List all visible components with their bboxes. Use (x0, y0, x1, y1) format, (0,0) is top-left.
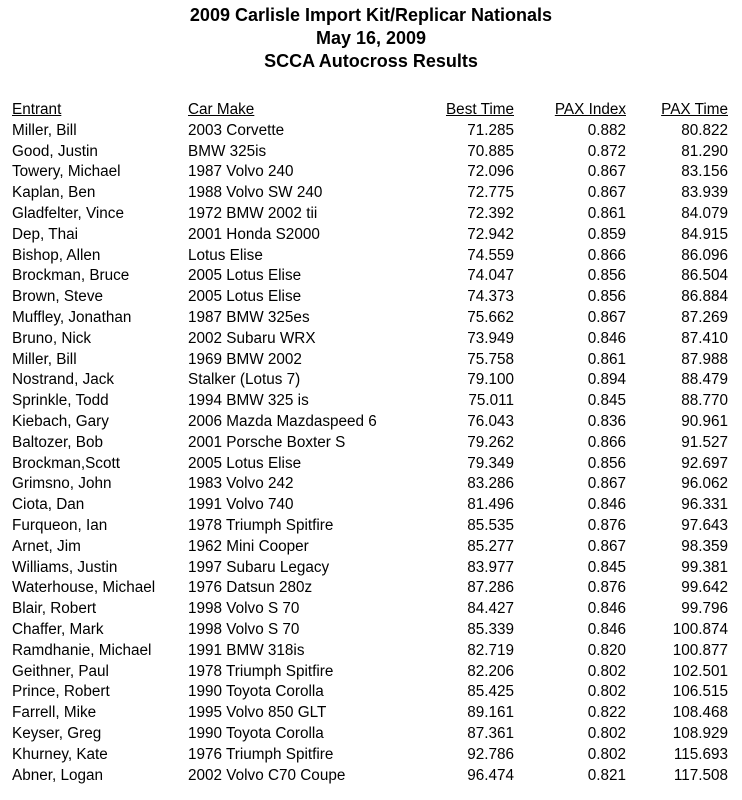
pax-time-cell: 115.693 (673, 745, 728, 763)
car-make-cell: 1976 Datsun 280z (188, 579, 313, 597)
pax-index-cell: 0.836 (587, 412, 626, 430)
pax-time-cell: 83.939 (681, 184, 728, 202)
car-make-cell: Stalker (Lotus 7) (188, 371, 301, 389)
pax-time-cell: 88.479 (681, 371, 728, 389)
pax-time-cell: 86.504 (681, 267, 728, 285)
table-row (0, 287, 742, 308)
entrant-cell: Arnet, Jim (12, 537, 81, 555)
results-title-block (0, 4, 742, 73)
best-time-cell: 87.361 (467, 724, 514, 742)
pax-time-cell: 108.929 (672, 724, 728, 742)
table-row (0, 745, 742, 766)
pax-index-cell: 0.845 (587, 558, 626, 576)
entrant-cell: Williams, Justin (12, 558, 118, 576)
best-time-cell: 82.206 (467, 662, 514, 680)
pax-index-cell: 0.876 (587, 516, 626, 534)
pax-index-cell: 0.867 (587, 537, 626, 555)
best-time-cell: 72.775 (467, 184, 514, 202)
table-row (0, 121, 742, 142)
entrant-cell: Miller, Bill (12, 121, 77, 139)
table-row (0, 433, 742, 454)
entrant-cell: Brown, Steve (12, 288, 103, 306)
table-row (0, 412, 742, 433)
car-make-cell: 1998 Volvo S 70 (188, 620, 300, 638)
pax-index-cell: 0.861 (587, 350, 626, 368)
entrant-cell: Nostrand, Jack (12, 371, 115, 389)
pax-time-cell: 100.874 (672, 620, 728, 638)
car-make-cell: 1990 Toyota Corolla (188, 683, 324, 701)
pax-time-cell: 96.062 (681, 475, 728, 493)
pax-index-cell: 0.867 (587, 308, 626, 326)
best-time-cell: 85.339 (467, 620, 514, 638)
table-row (0, 329, 742, 350)
pax-index-cell: 0.856 (587, 454, 626, 472)
best-time-cell: 83.977 (467, 558, 514, 576)
entrant-cell: Towery, Michael (12, 163, 121, 181)
best-time-cell: 84.427 (467, 600, 514, 618)
entrant-cell: Abner, Logan (12, 766, 104, 784)
car-make-cell: 2005 Lotus Elise (188, 288, 302, 306)
pax-time-cell: 100.877 (672, 641, 728, 659)
pax-index-cell: 0.802 (587, 745, 626, 763)
column-header-car-make: Car Make (188, 101, 255, 118)
pax-time-cell: 92.697 (681, 454, 728, 472)
pax-time-cell: 99.642 (681, 579, 728, 597)
car-make-cell: 2002 Subaru WRX (188, 329, 316, 347)
entrant-cell: Good, Justin (12, 142, 98, 160)
pax-time-cell: 99.381 (681, 558, 728, 576)
best-time-cell: 85.277 (467, 537, 514, 555)
entrant-cell: Furqueon, Ian (12, 516, 108, 534)
pax-time-cell: 102.501 (672, 662, 728, 680)
table-row (0, 558, 742, 579)
car-make-cell: 1972 BMW 2002 tii (188, 204, 318, 222)
pax-index-cell: 0.866 (587, 433, 626, 451)
table-row (0, 599, 742, 620)
table-row (0, 246, 742, 267)
car-make-cell: 2003 Corvette (188, 121, 285, 139)
entrant-cell: Farrell, Mike (12, 704, 97, 722)
best-time-cell: 72.392 (467, 204, 514, 222)
table-row (0, 266, 742, 287)
best-time-cell: 85.425 (467, 683, 514, 701)
pax-time-cell: 87.988 (681, 350, 728, 368)
best-time-cell: 73.949 (467, 329, 514, 347)
entrant-cell: Keyser, Greg (12, 724, 102, 742)
event-date: May 16, 2009 (315, 28, 427, 48)
table-row (0, 391, 742, 412)
table-header-row (0, 100, 742, 121)
best-time-cell: 76.043 (467, 412, 514, 430)
car-make-cell: 1987 Volvo 240 (188, 163, 294, 181)
pax-index-cell: 0.859 (587, 225, 626, 243)
best-time-cell: 72.096 (467, 163, 514, 181)
best-time-cell: 79.100 (467, 371, 514, 389)
car-make-cell: 1969 BMW 2002 (188, 350, 302, 368)
car-make-cell: 1991 Volvo 740 (188, 496, 294, 514)
entrant-cell: Dep, Thai (12, 225, 79, 243)
pax-index-cell: 0.846 (587, 496, 626, 514)
best-time-cell: 96.474 (467, 766, 514, 784)
car-make-cell: 1978 Triumph Spitfire (188, 662, 334, 680)
table-row (0, 682, 742, 703)
event-title: 2009 Carlisle Import Kit/Replicar Nationals (189, 5, 553, 25)
table-row (0, 703, 742, 724)
entrant-cell: Brockman,Scott (12, 454, 120, 472)
best-time-cell: 85.535 (467, 516, 514, 534)
pax-time-cell: 87.269 (681, 308, 728, 326)
car-make-cell: 1998 Volvo S 70 (188, 600, 300, 618)
pax-index-cell: 0.867 (587, 184, 626, 202)
table-row (0, 142, 742, 163)
car-make-cell: 1983 Volvo 242 (188, 475, 294, 493)
entrant-cell: Chaffer, Mark (12, 620, 104, 638)
table-row (0, 578, 742, 599)
pax-index-cell: 0.876 (587, 579, 626, 597)
entrant-cell: Muffley, Jonathan (12, 308, 132, 326)
table-row (0, 370, 742, 391)
car-make-cell: 2002 Volvo C70 Coupe (188, 766, 346, 784)
best-time-cell: 81.496 (467, 496, 514, 514)
pax-time-cell: 96.331 (681, 496, 728, 514)
pax-time-cell: 80.822 (681, 121, 728, 139)
entrant-cell: Grimsno, John (12, 475, 112, 493)
table-row (0, 516, 742, 537)
entrant-cell: Prince, Robert (12, 683, 110, 701)
car-make-cell: Lotus Elise (188, 246, 263, 264)
pax-index-cell: 0.861 (587, 204, 626, 222)
pax-time-cell: 84.079 (681, 204, 728, 222)
pax-time-cell: 108.468 (672, 704, 728, 722)
best-time-cell: 74.373 (467, 288, 514, 306)
pax-index-cell: 0.882 (587, 121, 626, 139)
entrant-cell: Bruno, Nick (12, 329, 92, 347)
table-row (0, 620, 742, 641)
pax-index-cell: 0.856 (587, 288, 626, 306)
car-make-cell: 2005 Lotus Elise (188, 454, 302, 472)
column-header-pax-index: PAX Index (554, 101, 626, 118)
best-time-cell: 89.161 (467, 704, 514, 722)
car-make-cell: 2001 Honda S2000 (188, 225, 320, 243)
pax-index-cell: 0.821 (587, 766, 626, 784)
results-body (0, 121, 742, 787)
pax-time-cell: 90.961 (681, 412, 728, 430)
table-row (0, 454, 742, 475)
pax-index-cell: 0.867 (587, 475, 626, 493)
car-make-cell: 2005 Lotus Elise (188, 267, 302, 285)
pax-index-cell: 0.866 (587, 246, 626, 264)
best-time-cell: 74.047 (467, 267, 514, 285)
pax-time-cell: 86.096 (681, 246, 728, 264)
table-row (0, 308, 742, 329)
entrant-cell: Brockman, Bruce (12, 267, 130, 285)
results-table (0, 100, 742, 786)
table-row (0, 766, 742, 787)
car-make-cell: BMW 325is (188, 142, 267, 160)
pax-index-cell: 0.846 (587, 600, 626, 618)
pax-index-cell: 0.820 (587, 641, 626, 659)
table-row (0, 537, 742, 558)
table-row (0, 183, 742, 204)
table-row (0, 162, 742, 183)
column-header-pax-time: PAX Time (661, 101, 728, 118)
table-row (0, 350, 742, 371)
best-time-cell: 75.662 (467, 308, 514, 326)
pax-time-cell: 83.156 (681, 163, 728, 181)
pax-time-cell: 117.508 (673, 766, 728, 784)
best-time-cell: 83.286 (467, 475, 514, 493)
best-time-cell: 70.885 (467, 142, 514, 160)
pax-index-cell: 0.894 (587, 371, 626, 389)
entrant-cell: Bishop, Allen (12, 246, 101, 264)
best-time-cell: 79.262 (467, 433, 514, 451)
pax-time-cell: 97.643 (681, 516, 728, 534)
best-time-cell: 74.559 (467, 246, 514, 264)
best-time-cell: 71.285 (467, 121, 514, 139)
car-make-cell: 1991 BMW 318is (188, 641, 305, 659)
car-make-cell: 2001 Porsche Boxter S (188, 433, 346, 451)
pax-time-cell: 87.410 (681, 329, 728, 347)
best-time-cell: 92.786 (467, 745, 514, 763)
pax-time-cell: 98.359 (681, 537, 728, 555)
best-time-cell: 75.011 (468, 392, 514, 410)
car-make-cell: 1997 Subaru Legacy (188, 558, 330, 576)
best-time-cell: 82.719 (467, 641, 514, 659)
table-row (0, 204, 742, 225)
best-time-cell: 87.286 (467, 579, 514, 597)
car-make-cell: 1976 Triumph Spitfire (188, 745, 334, 763)
column-header-best-time: Best Time (445, 101, 514, 118)
car-make-cell: 1978 Triumph Spitfire (188, 516, 334, 534)
pax-index-cell: 0.872 (587, 142, 626, 160)
entrant-cell: Sprinkle, Todd (12, 392, 109, 410)
entrant-cell: Geithner, Paul (12, 662, 109, 680)
pax-index-cell: 0.845 (587, 392, 626, 410)
entrant-cell: Gladfelter, Vince (12, 204, 124, 222)
pax-time-cell: 99.796 (681, 600, 728, 618)
table-row (0, 225, 742, 246)
pax-index-cell: 0.822 (587, 704, 626, 722)
car-make-cell: 1994 BMW 325 is (188, 392, 309, 410)
best-time-cell: 79.349 (467, 454, 514, 472)
car-make-cell: 1962 Mini Cooper (188, 537, 309, 555)
car-make-cell: 1988 Volvo SW 240 (188, 184, 323, 202)
entrant-cell: Ciota, Dan (12, 496, 85, 514)
pax-index-cell: 0.802 (587, 724, 626, 742)
results-subtitle: SCCA Autocross Results (264, 51, 478, 71)
best-time-cell: 72.942 (467, 225, 514, 243)
table-row (0, 495, 742, 516)
best-time-cell: 75.758 (467, 350, 514, 368)
pax-time-cell: 106.515 (672, 683, 728, 701)
pax-time-cell: 81.290 (681, 142, 728, 160)
pax-index-cell: 0.846 (587, 329, 626, 347)
entrant-cell: Baltozer, Bob (12, 433, 103, 451)
entrant-cell: Kiebach, Gary (12, 412, 109, 430)
car-make-cell: 2006 Mazda Mazdaspeed 6 (188, 412, 377, 430)
pax-time-cell: 84.915 (681, 225, 728, 243)
table-row (0, 724, 742, 745)
pax-time-cell: 88.770 (681, 392, 728, 410)
car-make-cell: 1987 BMW 325es (188, 308, 310, 326)
pax-index-cell: 0.846 (587, 620, 626, 638)
pax-index-cell: 0.867 (587, 163, 626, 181)
car-make-cell: 1995 Volvo 850 GLT (188, 704, 327, 722)
pax-time-cell: 91.527 (681, 433, 728, 451)
table-row (0, 641, 742, 662)
table-row (0, 474, 742, 495)
entrant-cell: Waterhouse, Michael (12, 579, 156, 597)
entrant-cell: Miller, Bill (12, 350, 77, 368)
pax-index-cell: 0.856 (587, 267, 626, 285)
car-make-cell: 1990 Toyota Corolla (188, 724, 324, 742)
entrant-cell: Khurney, Kate (12, 745, 108, 763)
pax-index-cell: 0.802 (587, 662, 626, 680)
entrant-cell: Kaplan, Ben (12, 184, 96, 202)
table-row (0, 662, 742, 683)
entrant-cell: Ramdhanie, Michael (12, 641, 152, 659)
column-header-entrant: Entrant (12, 101, 62, 118)
entrant-cell: Blair, Robert (12, 600, 97, 618)
pax-index-cell: 0.802 (587, 683, 626, 701)
pax-time-cell: 86.884 (681, 288, 728, 306)
